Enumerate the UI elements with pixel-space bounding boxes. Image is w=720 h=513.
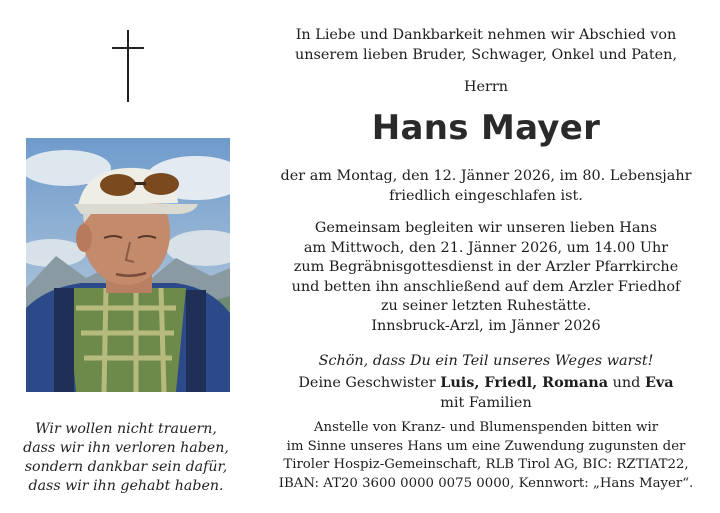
death-notice (262, 167, 710, 206)
intro-line: In Liebe und Dankbarkeit nehmen wir Abschied von (295, 27, 677, 43)
portrait-photo (26, 138, 230, 392)
poem-line: sondern dankbar sein dafür, (24, 459, 228, 475)
death-line: der am Montag, den 12. Jänner 2026, im 80. Lebensjahr (280, 168, 692, 184)
donation-line: im Sinne unseres Hans um eine Zuwendung zugunsten der (286, 438, 686, 454)
family-signature (262, 373, 710, 413)
poem (10, 420, 242, 496)
sibling-name: Eva (644, 374, 674, 391)
funeral-line: am Mittwoch, den 21. Jänner 2026, um 14.00 Uhr (303, 239, 669, 256)
poem-line: Wir wollen nicht trauern, (35, 421, 217, 437)
left-column (0, 0, 250, 513)
funeral-line: und betten ihn anschließend auf dem Arzler Friedhof (291, 278, 681, 295)
poem-line: dass wir ihn gehabt haben. (28, 478, 224, 494)
separator: , (532, 374, 543, 391)
family-suffix: mit Familien (440, 394, 532, 411)
donation-line: IBAN: AT20 3600 0000 0075 0000, Kennwort: „Hans Mayer“. (278, 475, 694, 491)
sibling-name: Friedl (484, 374, 533, 391)
quote: Schön, dass Du ein Teil unseres Weges warst! (318, 353, 654, 369)
deceased-name: Hans Mayer (371, 108, 601, 148)
funeral-details (262, 219, 710, 317)
family-prefix: Deine Geschwister (298, 375, 441, 391)
donation-line: Anstelle von Kranz- und Blumenspenden bitten wir (313, 420, 659, 435)
right-column (262, 0, 710, 513)
intro-text (262, 26, 710, 65)
funeral-line: zu seiner letzten Ruhestätte. (380, 298, 592, 314)
separator: , (474, 374, 485, 391)
place-date: Innsbruck-Arzl, im Jänner 2026 (371, 318, 601, 334)
funeral-line: zum Begräbnisgottesdienst in der Arzler Pfarrkirche (293, 259, 679, 275)
funeral-line: Gemeinsam begleiten wir unseren lieben Hans (314, 220, 658, 236)
sibling-name: Romana (542, 374, 609, 391)
conjunction: und (608, 375, 645, 391)
intro-line: unserem lieben Bruder, Schwager, Onkel und Paten, (294, 46, 678, 63)
sibling-name: Luis (440, 374, 475, 391)
salutation: Herrn (463, 79, 509, 95)
death-line: friedlich eingeschlafen ist. (389, 187, 583, 204)
poem-line: dass wir ihn verloren haben, (23, 440, 229, 456)
cross-icon (112, 30, 144, 102)
donation-request (262, 419, 710, 493)
donation-line: Tiroler Hospiz-Gemeinschaft, RLB Tirol AG, BIC: RZTIAT22, (283, 457, 689, 472)
family-names (262, 373, 710, 394)
